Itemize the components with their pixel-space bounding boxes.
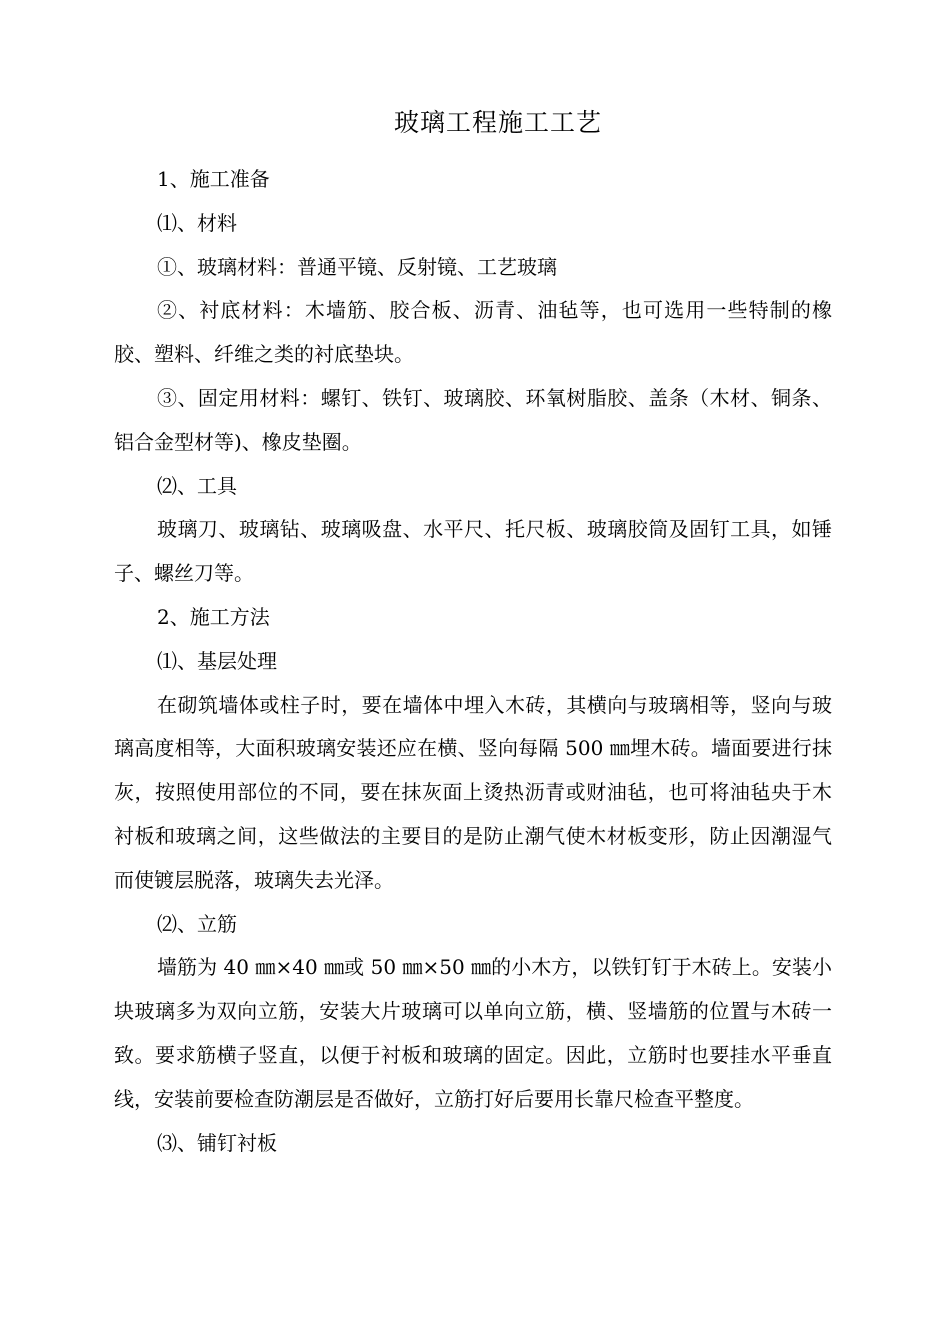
paragraph-tools: 玻璃刀、玻璃钻、玻璃吸盘、水平尺、托尺板、玻璃胶筒及固钉工具，如锤子、螺丝刀等。 bbox=[114, 517, 832, 586]
subsection-heading-studs: ⑵、立筋 bbox=[157, 911, 237, 936]
paragraph-backing-materials: ②、衬底材料：木墙筋、胶合板、沥青、油毡等，也可选用一些特制的橡胶、塑料、纤维之类的衬底垫块。 bbox=[114, 298, 832, 367]
section-heading-methods: 2、施工方法 bbox=[157, 604, 270, 629]
paragraph-base-treatment: 在砌筑墙体或柱子时，要在墙体中埋入木砖，其横向与玻璃相等，竖向与玻璃高度相等，大面积玻璃安装还应在横、竖向每隔 500 ㎜埋木砖。墙面要进行抹灰，按照使用部位的不同，要在抹灰面上烫热沥青或财油毡，也可将油毡央于木衬板和玻璃之间，这些做法的主要目的是防止潮气使木材板变形，防止因潮湿气而使镀层脱落，玻璃失去光泽。 bbox=[114, 692, 832, 892]
paragraph-glass-materials: ①、玻璃材料：普通平镜、反射镜、工艺玻璃 bbox=[157, 254, 557, 279]
subsection-heading-tools: ⑵、工具 bbox=[157, 473, 237, 498]
document-body bbox=[114, 158, 832, 1165]
document-title: 玻璃工程施工工艺 bbox=[393, 108, 602, 137]
subsection-heading-materials: ⑴、材料 bbox=[157, 210, 237, 235]
subsection-heading-base-treatment: ⑴、基层处理 bbox=[157, 648, 277, 673]
subsection-heading-backing-board: ⑶、铺钉衬板 bbox=[157, 1130, 277, 1155]
paragraph-studs: 墙筋为 40 ㎜×40 ㎜或 50 ㎜×50 ㎜的小木方，以铁钉钉于木砖上。安装小块玻璃多为双向立筋，安装大片玻璃可以单向立筋，横、竖墙筋的位置与木砖一致。要求筋横子竖直，以便于衬板和玻璃的固定。因此，立筋时也要挂水平垂直线，安装前要检查防潮层是否做好，立筋打好后要用长靠尺检查平整度。 bbox=[114, 955, 832, 1111]
paragraph-fixing-materials: ③、固定用材料：螺钉、铁钉、玻璃胶、环氧树脂胶、盖条（木材、铜条、铝合金型材等)、橡皮垫圈。 bbox=[114, 385, 832, 454]
section-heading-preparation: 1、施工准备 bbox=[157, 167, 270, 191]
